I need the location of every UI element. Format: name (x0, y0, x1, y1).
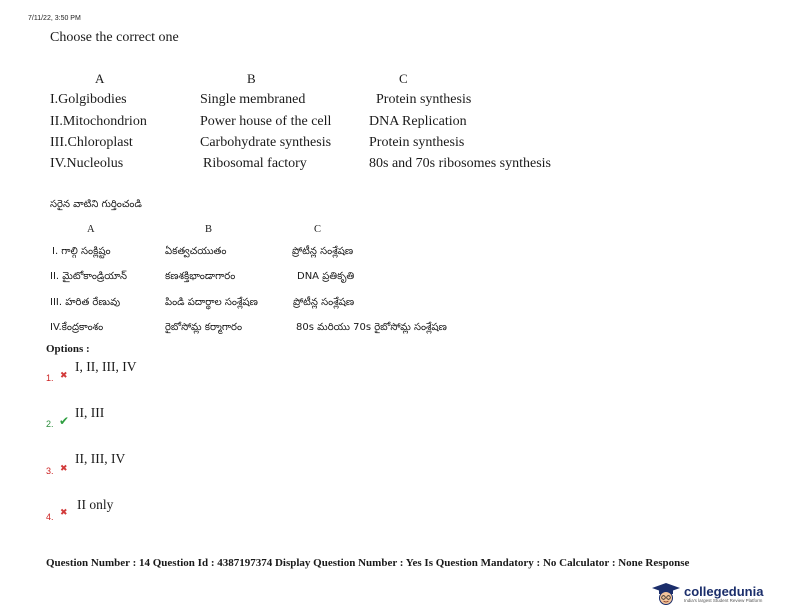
brand-name: collegedunia (684, 583, 764, 599)
english-row-3-c: Protein synthesis (369, 135, 465, 150)
options-label: Options : (46, 343, 90, 355)
telugu-row-1-c: ప్రోటీన్ల సంశ్లేషణ (292, 246, 354, 257)
telugu-col-c-header: C (314, 224, 322, 235)
brand-tagline: India's largest Student Review Platform (684, 597, 763, 603)
telugu-row-3-c: ప్రోటీన్ల సంశ్లేషణ (293, 297, 355, 308)
brand-logo (651, 582, 763, 606)
telugu-col-a-header: A (87, 224, 95, 235)
option-text: II, III, IV (75, 451, 126, 466)
telugu-row-2-c: DNA ప్రతికృతి (297, 271, 355, 282)
option-number: 4. (46, 512, 54, 522)
wrong-cross-icon: ✖ (60, 508, 68, 518)
option-number: 2. (46, 419, 54, 429)
english-row-3-b: Carbohydrate synthesis (200, 135, 332, 150)
option-text: I, II, III, IV (75, 359, 137, 374)
english-row-4-b: Ribosomal factory (203, 156, 307, 171)
telugu-row-2-a: II. మైటోకాండ్రియాన్ (50, 271, 128, 282)
telugu-row-1-b: ఏకత్వచయుతం (165, 246, 227, 257)
telugu-row-1-a: I. గాల్గి సంక్లిష్టం (52, 246, 111, 257)
telugu-row-3-a: III. హరిత రేణువు (50, 297, 121, 308)
wrong-cross-icon: ✖ (60, 464, 68, 474)
english-col-b-header: B (247, 71, 256, 86)
question-text: Choose the correct one (50, 30, 179, 45)
english-row-1-a: I.Golgibodies (50, 92, 127, 107)
english-row-1-c: Protein synthesis (376, 92, 472, 107)
telugu-row-2-b: కణశక్తిభాండాగారం (165, 271, 236, 282)
english-col-c-header: C (399, 71, 408, 86)
question-meta-footer: Question Number : 14 Question Id : 4387197374 Display Question Number : Yes Is Question Mandatory : No Calculator : None Response (46, 557, 690, 569)
option-text: II only (77, 497, 114, 512)
telugu-question-text: సరైన వాటిని గుర్తించండి (50, 199, 142, 210)
option-number: 3. (46, 466, 54, 476)
english-row-2-b: Power house of the cell (200, 114, 332, 129)
telugu-row-4-c: 80s మరియు 70s రైబోసోమ్ల సంశ్లేషణ (296, 322, 447, 333)
option-text: II, III (75, 405, 105, 420)
telugu-row-4-a: IV.కేంద్రకాంశం (50, 322, 104, 333)
correct-check-icon: ✔ (59, 414, 70, 428)
telugu-row-4-b: రైబోసోమ్ల కర్మాగారం (165, 322, 243, 333)
english-row-3-a: III.Chloroplast (50, 135, 133, 150)
english-row-4-c: 80s and 70s ribosomes synthesis (369, 156, 551, 171)
english-row-2-a: II.Mitochondrion (50, 114, 147, 129)
english-row-1-b: Single membraned (200, 92, 306, 107)
telugu-col-b-header: B (205, 224, 213, 235)
telugu-row-3-b: పిండి పదార్థాల సంశ్లేషణ (165, 297, 258, 308)
english-row-4-a: IV.Nucleolus (50, 156, 124, 171)
english-row-2-c: DNA Replication (369, 114, 467, 129)
option-number: 1. (46, 373, 54, 383)
print-timestamp: 7/11/22, 3:50 PM (28, 15, 81, 22)
wrong-cross-icon: ✖ (60, 371, 68, 381)
graduate-mascot-icon (651, 582, 681, 606)
english-col-a-header: A (95, 71, 105, 86)
